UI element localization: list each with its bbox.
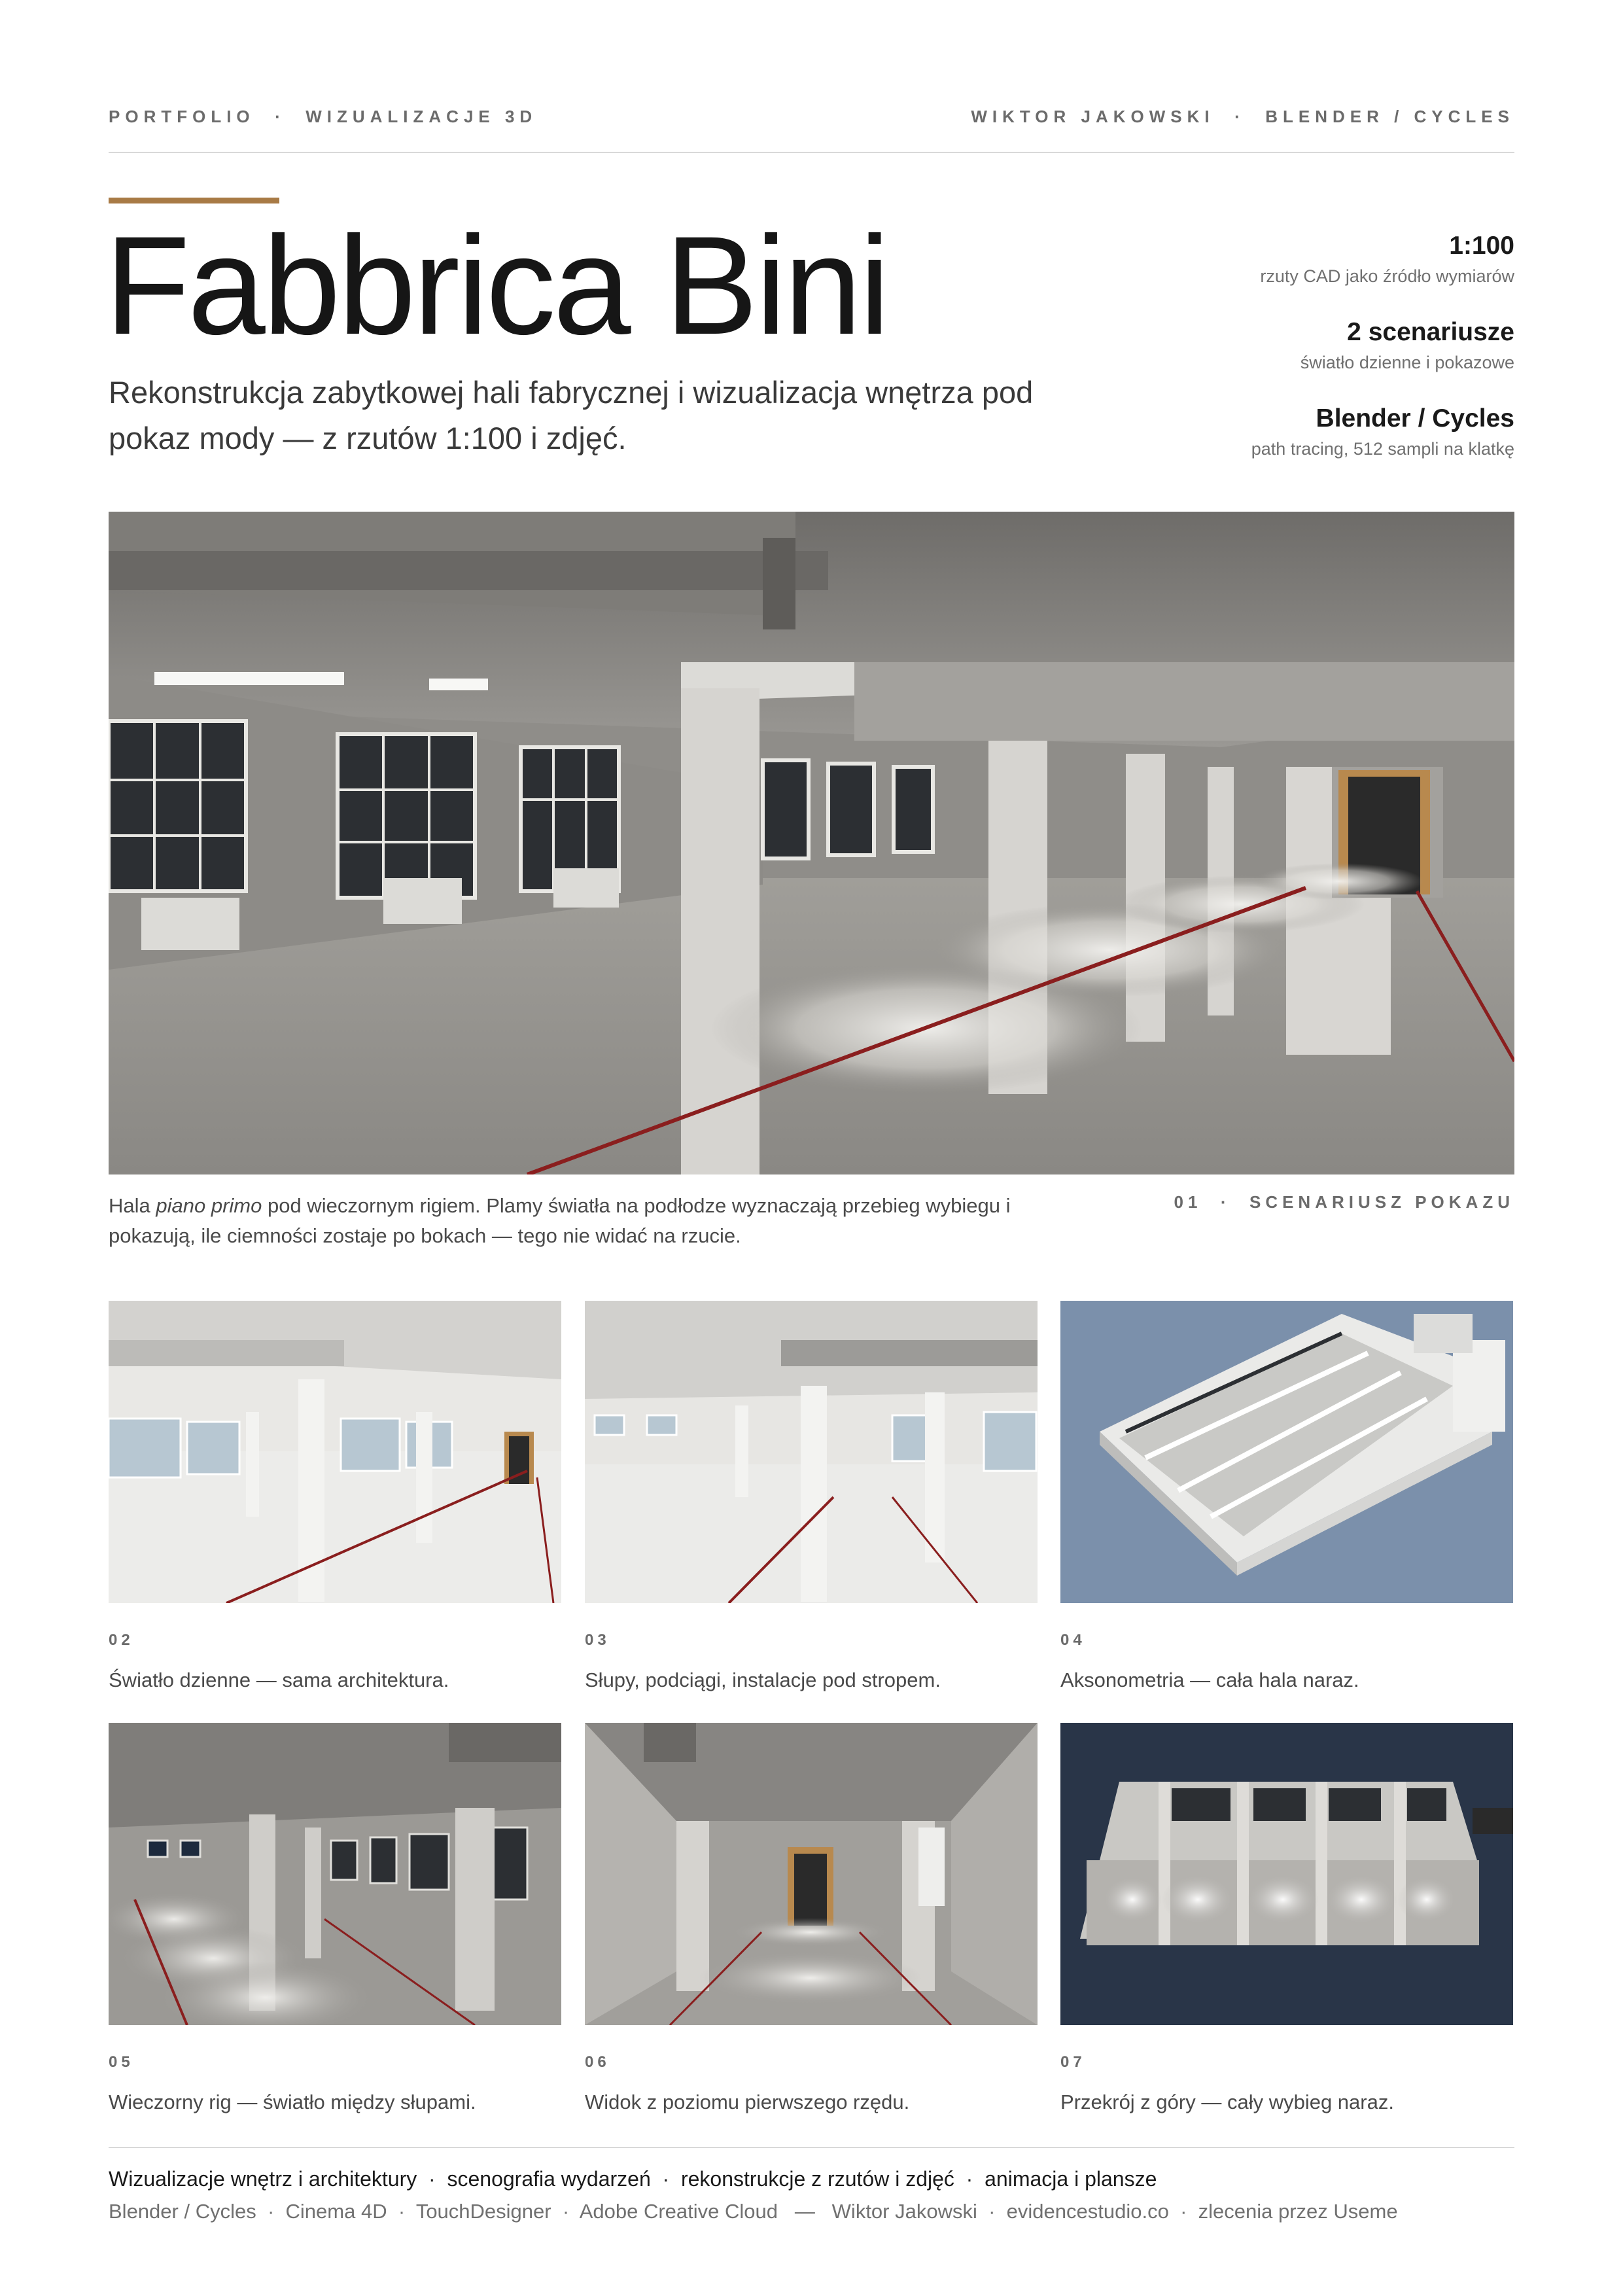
page-title: Fabbrica Bini bbox=[105, 207, 888, 364]
hero-caption-start: Hala bbox=[109, 1194, 156, 1217]
footer-separator: · bbox=[428, 2167, 436, 2191]
thumbnail-caption: Słupy, podciągi, instalacje pod stropem. bbox=[585, 1669, 941, 1691]
hero-caption-end: pod wieczornym rigiem. Plamy światła na podłodze wyznaczają przebieg wybiegu i pokazują, ile ciemności zostaje po bokach — tego nie widać na rzucie. bbox=[109, 1194, 1011, 1247]
header-divider bbox=[109, 152, 1514, 153]
thumbnail-caption: Aksonometria — cała hala naraz. bbox=[1060, 1669, 1359, 1691]
footer-service: scenografia wydarzeń bbox=[447, 2167, 651, 2191]
footer-separator: · bbox=[562, 2200, 570, 2223]
footer-services bbox=[109, 2167, 1157, 2191]
render-thumbnail-top-section bbox=[1060, 1723, 1513, 2025]
thumbnail-number: 06 bbox=[585, 2053, 610, 2071]
footer-tool: Blender / Cycles bbox=[109, 2200, 256, 2223]
stat-renderer bbox=[1251, 403, 1514, 463]
footer-dash: — bbox=[794, 2200, 815, 2223]
footer-separator: · bbox=[966, 2167, 973, 2191]
thumbnail-caption: Wieczorny rig — światło między słupami. bbox=[109, 2091, 476, 2113]
footer-divider bbox=[109, 2147, 1514, 2148]
footer-tool: Adobe Creative Cloud bbox=[579, 2200, 778, 2223]
footer-separator: · bbox=[1180, 2200, 1187, 2223]
stat-note: rzuty CAD jako źródło wymiarów bbox=[1260, 266, 1514, 286]
render-thumbnail-columns bbox=[585, 1301, 1038, 1603]
footer-commission-link[interactable]: zlecenia przez Useme bbox=[1198, 2200, 1398, 2223]
render-thumbnail-axonometric bbox=[1060, 1301, 1513, 1603]
project-stats bbox=[1251, 230, 1514, 489]
thumbnail-number: 05 bbox=[109, 2053, 134, 2071]
stat-note: path tracing, 512 sampli na klatkę bbox=[1251, 439, 1514, 459]
footer-credits bbox=[109, 2200, 1398, 2223]
stat-value: Blender / Cycles bbox=[1316, 404, 1514, 433]
thumbnail-number: 02 bbox=[109, 1631, 134, 1649]
accent-bar bbox=[109, 198, 279, 203]
footer-website-link[interactable]: evidencestudio.co bbox=[1006, 2200, 1169, 2223]
stat-note: światło dzienne i pokazowe bbox=[1300, 353, 1514, 372]
stat-value: 1:100 bbox=[1449, 232, 1514, 260]
thumbnail-number: 04 bbox=[1060, 1631, 1086, 1649]
thumbnail-caption: Widok z poziomu pierwszego rzędu. bbox=[585, 2091, 910, 2113]
thumbnail-number: 07 bbox=[1060, 2053, 1086, 2071]
render-thumbnail-first-row-view bbox=[585, 1723, 1038, 2025]
render-thumbnail-evening-rig bbox=[109, 1723, 561, 2025]
page-subtitle: Rekonstrukcja zabytkowej hali fabrycznej i wizualizacja wnętrza pod pokaz mody — z rzutów 1:100 i zdjęć. bbox=[109, 375, 1034, 455]
hero-caption-italic: piano primo bbox=[156, 1194, 262, 1217]
footer-service: rekonstrukcje z rzutów i zdjęć bbox=[680, 2167, 954, 2191]
stat-scenarios bbox=[1251, 317, 1514, 377]
hero-label: 01 · SCENARIUSZ POKAZU bbox=[1174, 1192, 1514, 1212]
footer-separator: · bbox=[398, 2200, 406, 2223]
thumbnail-number: 03 bbox=[585, 1631, 610, 1649]
header-left: PORTFOLIO · WIZUALIZACJE 3D bbox=[109, 107, 538, 126]
footer-author: Wiktor Jakowski bbox=[831, 2200, 977, 2223]
footer-tool: Cinema 4D bbox=[285, 2200, 387, 2223]
hero-render-image bbox=[109, 512, 1514, 1174]
hero-caption bbox=[109, 1191, 1057, 1251]
footer-separator: · bbox=[267, 2200, 275, 2223]
stat-scale bbox=[1251, 230, 1514, 291]
footer-service: Wizualizacje wnętrz i architektury bbox=[109, 2167, 417, 2191]
footer-tool: TouchDesigner bbox=[415, 2200, 551, 2223]
thumbnail-caption: Przekrój z góry — cały wybieg naraz. bbox=[1060, 2091, 1394, 2113]
footer-service: animacja i plansze bbox=[985, 2167, 1157, 2191]
render-thumbnail-daylight bbox=[109, 1301, 561, 1603]
footer-separator: · bbox=[662, 2167, 670, 2191]
thumbnail-caption: Światło dzienne — sama architektura. bbox=[109, 1669, 449, 1691]
header-right: WIKTOR JAKOWSKI · BLENDER / CYCLES bbox=[971, 107, 1514, 126]
stat-value: 2 scenariusze bbox=[1347, 318, 1514, 346]
footer-separator: · bbox=[988, 2200, 996, 2223]
